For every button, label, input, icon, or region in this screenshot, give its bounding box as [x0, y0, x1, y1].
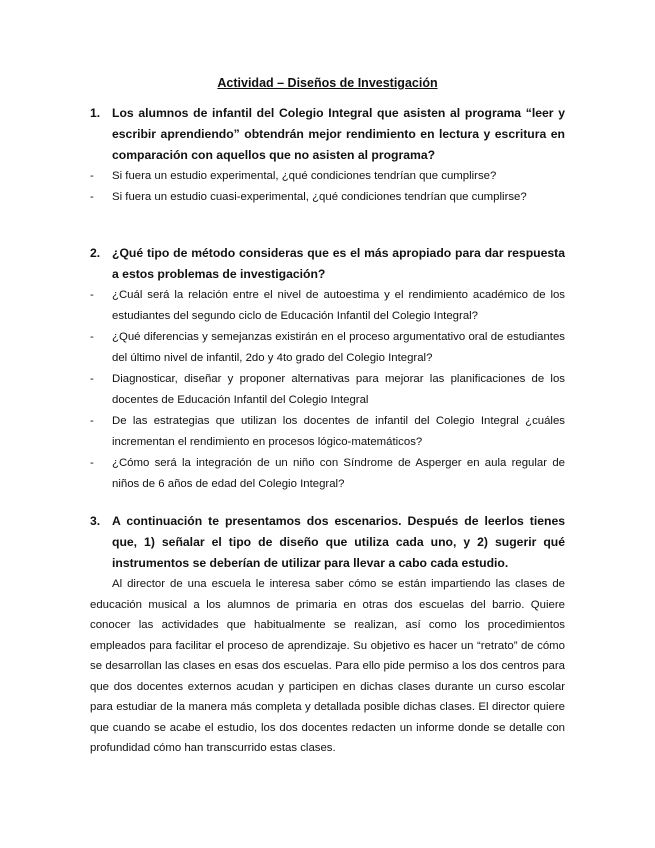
question-2-number: 2.: [90, 246, 101, 260]
dash-bullet-icon: -: [90, 191, 94, 203]
bullet-text: Si fuera un estudio cuasi-experimental, ¿qué condiciones tendrían que cumplirse?: [112, 191, 527, 203]
question-2-heading: [90, 243, 565, 285]
question-3-number: 3.: [90, 514, 101, 528]
list-item: [90, 369, 565, 411]
bullet-text: Si fuera un estudio experimental, ¿qué condiciones tendrían que cumplirse?: [112, 170, 497, 182]
list-item: [90, 285, 565, 327]
list-item: [90, 453, 565, 495]
list-item: [90, 166, 565, 187]
bullet-text: ¿Qué diferencias y semejanzas existirán en el proceso argumentativo oral de estudiantes del último nivel de infantil, 2do y 4to grado del Colegio Integral?: [112, 331, 565, 364]
bullet-text: Diagnosticar, diseñar y proponer alternativas para mejorar las planificaciones de los docentes de Educación Infantil del Colegio Integral: [112, 373, 565, 406]
question-3-text: A continuación te presentamos dos escenarios. Después de leerlos tienes que, 1) señalar el tipo de diseño que utiliza cada uno, y 2) sugerir qué instrumentos se deberían de utilizar para llevar a cabo cada estudio.: [112, 514, 565, 570]
question-1-heading: [90, 103, 565, 166]
question-2: [90, 243, 565, 495]
question-2-bullets: [90, 285, 565, 495]
question-1-text: Los alumnos de infantil del Colegio Integral que asisten al programa “leer y escribir aprendiendo” obtendrán mejor rendimiento en lectura y escritura en comparación con aquellos que no asisten al programa?: [112, 106, 565, 162]
dash-bullet-icon: -: [90, 289, 94, 301]
dash-bullet-icon: -: [90, 170, 94, 182]
list-item: [90, 411, 565, 453]
page-title: Actividad – Diseños de Investigación: [217, 76, 438, 90]
dash-bullet-icon: -: [90, 415, 94, 427]
dash-bullet-icon: -: [90, 331, 94, 343]
question-1: [90, 103, 565, 208]
scenario-paragraph: Al director de una escuela le interesa saber cómo se están impartiendo las clases de educación musical a los alumnos de primaria en otras dos escuelas del barrio. Quiere conocer las actividades que habitualmente se realizan, así como los procedimientos empleados para facilitar el proceso de aprendizaje. Su objetivo es hacer un “retrato” de cómo se desarrollan las clases en esas dos escuelas. Para ello pide permiso a los dos centros para que dos docentes externos acudan y participen en dichas clases durante un curso escolar para estudiar de la manera más completa y detallada posible dichas clases. El director quiere que cuando se acabe el estudio, los dos docentes redacten un informe donde se detalle con profundidad cómo han transcurrido estas clases.: [90, 578, 565, 754]
list-item: [90, 187, 565, 208]
question-3-heading: [90, 511, 565, 574]
bullet-text: De las estrategias que utilizan los docentes de infantil del Colegio Integral ¿cuáles incrementan el rendimiento en procesos lógico-matemáticos?: [112, 415, 565, 448]
list-item: [90, 327, 565, 369]
bullet-text: ¿Cuál será la relación entre el nivel de autoestima y el rendimiento académico de los estudiantes del segundo ciclo de Educación Infantil del Colegio Integral?: [112, 289, 565, 322]
dash-bullet-icon: -: [90, 457, 94, 469]
dash-bullet-icon: -: [90, 373, 94, 385]
question-1-number: 1.: [90, 106, 101, 120]
question-2-text: ¿Qué tipo de método consideras que es el más apropiado para dar respuesta a estos problemas de investigación?: [112, 246, 565, 281]
bullet-text: ¿Cómo será la integración de un niño con Síndrome de Asperger en aula regular de niños de 6 años de edad del Colegio Integral?: [112, 457, 565, 490]
question-1-bullets: [90, 166, 565, 208]
question-3: [90, 511, 565, 759]
